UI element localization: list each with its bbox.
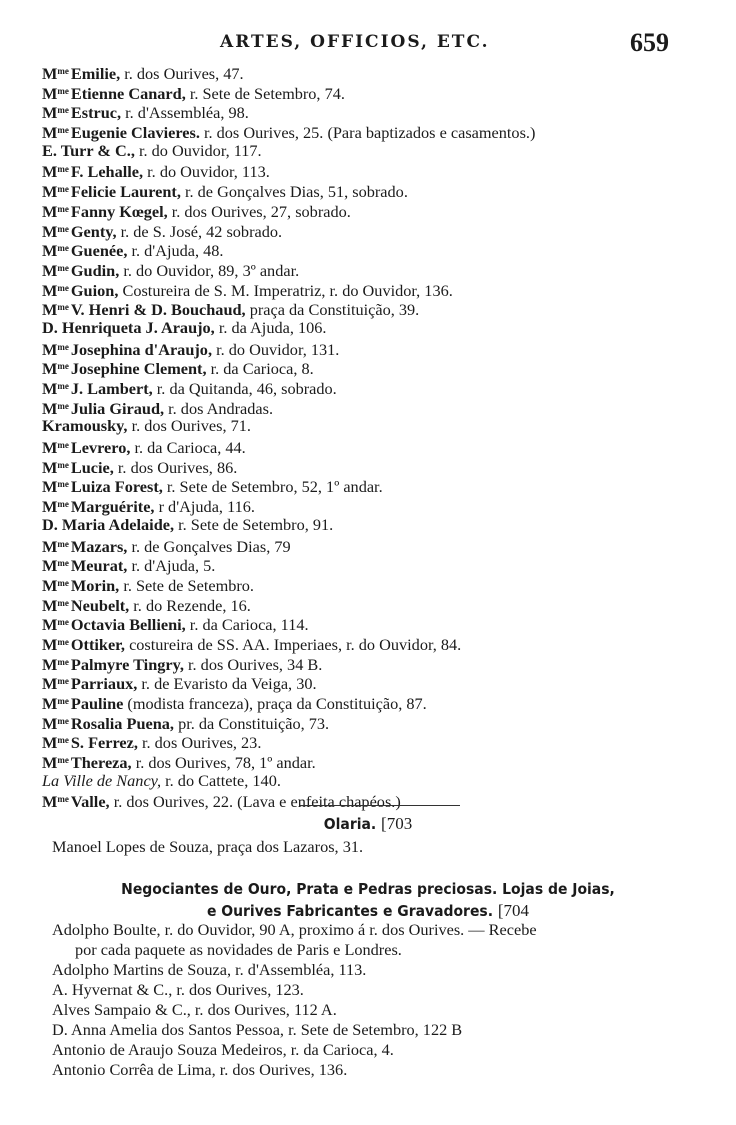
entry-name-text: Eugenie Clavieres. [70,123,200,143]
list-item [42,298,712,318]
entry-address: r. de Gonçalves Dias, 79 [127,536,291,556]
title-abbrev: M [42,713,58,733]
list-item [42,121,712,141]
title-abbrev: M [42,103,58,123]
entry-address: r. do Ouvidor, 89, 3º andar. [119,260,300,280]
title-superscript: me [57,676,69,687]
negociantes-title-line2: e Ourives Fabricantes e Gravadores. [206,902,493,920]
list-item [42,318,712,338]
title-superscript: me [57,203,69,214]
entry-name-text: Neubelt, [70,595,130,615]
title-abbrev: M [42,182,58,202]
section-title-negociantes-line1: Negociantes de Ouro, Prata e Pedras preciosas. Lojas de Joias, [121,880,615,898]
entry-name-text: Rosalia Puena, [70,713,175,733]
entry-address: r. da Carioca, 8. [206,359,314,379]
entry-name [42,596,129,615]
title-superscript: me [57,440,69,451]
list-item [42,633,712,653]
list-item [42,594,712,614]
entry-address: r. dos Andradas. [164,398,274,418]
title-abbrev: M [42,162,58,182]
entry-address: costureira de SS. AA. Imperiaes, r. do Ouvidor, 84. [125,634,462,654]
entry-name-text: Josephina d'Araujo, [70,339,213,359]
entry-address: (modista franceza), praça da Constituição, 87. [123,694,427,713]
title-superscript: me [57,499,69,510]
entry-name [42,497,155,516]
entry-name [42,162,143,181]
entry-address: r. d'Ajuda, 48. [127,241,224,261]
title-superscript: me [57,282,69,293]
title-abbrev: M [42,260,58,280]
list-item [42,101,712,121]
title-superscript: me [57,262,69,273]
title-superscript: me [57,696,69,706]
title-abbrev: M [42,634,58,654]
list-item [42,554,712,574]
entry-name-text: Valle, [70,792,110,812]
title-superscript: me [57,656,69,667]
title-superscript: me [57,755,69,766]
entry-name-text: V. Henri & D. Bouchaud, [70,300,246,320]
entry-name [42,84,186,103]
entry-name [42,733,138,752]
list-item [42,475,712,495]
title-superscript: me [57,85,69,96]
title-abbrev: M [42,556,58,576]
entry-address: r. Sete de Setembro. [119,575,255,595]
list-item [42,771,712,791]
negociantes-entry: Alves Sampaio & C., r. dos Ourives, 112 A. [52,1000,337,1019]
entry-name [42,635,125,654]
list-item [42,653,712,673]
title-superscript: me [57,715,69,726]
list-item [42,751,712,771]
entry-address: r. do Ouvidor, 113. [143,162,270,182]
list-item [42,397,712,417]
title-superscript: me [57,361,69,372]
entry-name [42,64,120,83]
entry-name-text: Fanny Kœgel, [70,201,168,221]
entry-name-text: Josephine Clement, [70,359,207,379]
title-abbrev: M [42,615,58,635]
entry-address: Costureira de S. M. Imperatriz, r. do Ouvidor, 136. [118,280,453,300]
negociantes-entry: Antonio Corrêa de Lima, r. dos Ourives, 136. [52,1060,348,1079]
title-abbrev: M [42,536,58,556]
entry-name-text: Mazars, [70,536,128,556]
title-superscript: me [57,794,69,805]
entry-name-text: Pauline [70,694,124,713]
list-item [42,259,712,279]
entry-address: r. do Cattete, 140. [161,770,281,790]
list-item [42,338,712,358]
title-abbrev: M [42,753,58,773]
entry-name [42,556,127,575]
entry-name [42,222,117,241]
entry-name [42,416,128,435]
entry-name [42,359,207,378]
entry-address: r. de Evaristo da Veiga, 30. [137,674,317,694]
entry-list [42,62,712,810]
entry-address: r d'Ajuda, 116. [154,497,255,517]
entry-address: r. dos Ourives, 78, 1º andar. [131,753,316,773]
entry-name [42,340,212,359]
list-item [42,436,712,456]
title-superscript: me [57,577,69,588]
entry-name [42,103,121,122]
entry-name-text: Levrero, [70,438,131,458]
title-abbrev: M [42,497,58,517]
title-abbrev: M [42,123,58,143]
entry-name [42,515,174,534]
list-item [42,672,712,692]
section-divider [300,805,460,806]
entry-name-text: D. Maria Adelaide, [42,514,175,534]
entry-name-text: Guenée, [70,241,128,261]
negociantes-entry: D. Anna Amelia dos Santos Pessoa, r. Sete de Setembro, 122 B [52,1020,463,1039]
list-item [42,535,712,555]
olaria-entry: Manoel Lopes de Souza, praça dos Lazaros, 31. [52,837,364,856]
entry-name-text: Kramousky, [42,416,128,436]
title-abbrev: M [42,457,58,477]
entry-address: r. dos Ourives, 47. [120,64,244,83]
list-item [42,82,712,102]
title-superscript: me [57,105,69,116]
title-superscript: me [57,479,69,490]
title-superscript: me [57,636,69,647]
list-item [42,220,712,240]
negociantes-entry: Adolpho Martins de Souza, r. d'Assembléa, 113. [52,960,367,979]
entry-name-text: Octavia Bellieni, [70,615,186,635]
list-item [42,239,712,259]
page-header [0,30,736,60]
section-title-olaria [0,814,736,834]
olaria-ref: [703 [381,814,413,833]
list-item [42,62,712,82]
title-superscript: me [57,597,69,608]
entry-address: r. da Ajuda, 106. [214,317,327,337]
entry-address: r. do Rezende, 16. [129,595,251,615]
title-superscript: me [57,617,69,628]
title-abbrev: M [42,674,58,694]
entry-name [42,771,161,790]
title-superscript: me [57,459,69,470]
list-item [42,515,712,535]
title-abbrev: M [42,280,58,300]
entry-name [42,241,127,260]
entry-address: r. d'Ajuda, 5. [127,556,216,576]
list-item [42,141,712,161]
list-item [42,495,712,515]
title-superscript: me [57,558,69,569]
title-superscript: me [57,164,69,175]
entry-name-text: Meurat, [70,556,128,576]
entry-name-text: Morin, [70,575,120,595]
negociantes-entry: Antonio de Araujo Souza Medeiros, r. da Carioca, 4. [52,1040,394,1059]
entry-address: r. Sete de Setembro, 52, 1º andar. [162,477,383,497]
entry-name-text: Lucie, [70,457,114,477]
title-superscript: me [57,243,69,254]
list-item [42,574,712,594]
running-head: ARTES, OFFICIOS, ETC. [220,32,490,52]
entry-name [42,123,200,142]
entry-name-text: Luiza Forest, [70,477,163,497]
entry-name-text: Parriaux, [70,674,138,694]
title-superscript: me [57,381,69,391]
entry-address: praça da Constituição, 39. [245,300,420,320]
entry-name-text: F. Lehalle, [70,162,144,182]
entry-address: r. dos Ourives, 71. [127,416,251,436]
entry-address: r. da Carioca, 114. [185,615,309,635]
entry-address: r. Sete de Setembro, 91. [174,514,334,534]
entry-name [42,615,186,634]
negociantes-ref: [704 [497,901,530,920]
entry-address: r. dos Ourives, 25. (Para baptizados e casamentos.) [199,123,536,143]
negociantes-entry: Adolpho Boulte, r. do Ouvidor, 90 A, proximo á r. dos Ourives. — Recebe [52,920,537,939]
title-abbrev: M [42,398,58,418]
page-number: 659 [630,28,669,57]
entry-name [42,182,181,201]
entry-name-text: Julia Giraud, [70,398,165,418]
entry-name [42,714,174,733]
entry-name [42,674,137,693]
entry-name [42,261,119,280]
title-abbrev: M [42,201,58,221]
entry-name-text: Etienne Canard, [70,83,186,103]
list-item [42,731,712,751]
entry-address: r. do Ouvidor, 131. [212,339,340,359]
title-superscript: me [57,735,69,746]
entry-name [42,753,132,772]
entry-address: r. da Quitanda, 46, sobrado. [152,379,337,398]
title-superscript: me [57,223,69,234]
entry-name [42,318,215,337]
list-item [42,456,712,476]
list-item [42,357,712,377]
entry-name [42,477,163,496]
entry-address: r. dos Ourives, 34 B. [183,654,323,674]
title-superscript: me [57,66,69,76]
title-superscript: me [57,538,69,549]
entry-name-text: Guion, [70,280,119,300]
entry-name [42,379,153,398]
entry-name-text: Marguérite, [70,497,155,517]
title-abbrev: M [42,379,58,398]
title-abbrev: M [42,83,58,103]
entry-name-text: Ottiker, [70,634,125,654]
negociantes-entry: A. Hyvernat & C., r. dos Ourives, 123. [52,980,304,999]
entry-name-text: Emilie, [70,64,121,83]
entry-name [42,655,184,674]
title-superscript: me [57,125,69,136]
entry-name-text: Palmyre Tingry, [70,654,184,674]
list-item [42,160,712,180]
title-abbrev: M [42,64,58,83]
entry-address: r. do Ouvidor, 117. [134,140,262,160]
entry-address: r. dos Ourives, 27, sobrado. [167,201,351,221]
negociantes-entry-continuation: por cada paquete as novidades de Paris e Londres. [75,940,402,959]
entry-name-text: Felicie Laurent, [70,182,181,202]
entry-name [42,792,110,811]
title-superscript: me [57,184,69,195]
entry-name [42,537,127,556]
title-superscript: me [57,302,69,313]
list-item [42,200,712,220]
entry-name [42,694,123,713]
entry-name [42,438,130,457]
entry-name-text: E. Turr & C., [42,140,135,160]
title-abbrev: M [42,477,58,497]
title-abbrev: M [42,595,58,615]
entry-name [42,281,118,300]
title-abbrev: M [42,359,58,379]
entry-address: pr. da Constituição, 73. [174,713,330,733]
title-abbrev: M [42,438,58,458]
title-abbrev: M [42,221,58,241]
list-item [42,790,712,810]
title-abbrev: M [42,241,58,261]
entry-name [42,300,246,319]
list-item [42,692,712,712]
title-abbrev: M [42,733,58,753]
list-item [42,613,712,633]
entry-address: r. dos Ourives, 86. [113,457,238,477]
entry-address: r. Sete de Setembro, 74. [185,83,345,103]
section-title-negociantes-line2 [0,901,736,921]
list-item [42,712,712,732]
title-abbrev: M [42,792,58,812]
title-abbrev: M [42,339,58,359]
title-abbrev: M [42,575,58,595]
entry-name [42,576,119,595]
entry-name-text: Gudin, [70,260,120,280]
list-item [42,377,712,397]
entry-address: r. d'Assembléa, 98. [121,103,249,123]
list-item [42,416,712,436]
list-item [42,180,712,200]
entry-address: r. dos Ourives, 22. (Lava e enfeita chapéos.) [109,792,401,812]
olaria-title: Olaria. [323,815,377,833]
title-abbrev: M [42,694,58,713]
entry-name [42,458,114,477]
entry-name [42,141,135,160]
entry-name-text: S. Ferrez, [70,733,138,753]
entry-name [42,399,164,418]
entry-address: r. da Carioca, 44. [130,438,246,458]
entry-name-text: D. Henriqueta J. Araujo, [42,317,215,337]
title-superscript: me [57,341,69,352]
entry-name-text: Thereza, [70,753,132,773]
entry-address: r. de Gonçalves Dias, 51, sobrado. [180,182,408,202]
entry-address: r. dos Ourives, 23. [137,733,262,753]
entry-address: r. de S. José, 42 sobrado. [116,221,283,241]
title-abbrev: M [42,300,58,320]
entry-name-text: La Ville de Nancy, [42,770,162,790]
title-superscript: me [57,400,69,411]
entry-name-text: Genty, [70,221,117,241]
title-abbrev: M [42,654,58,674]
entry-name-text: Estruc, [70,103,122,123]
entry-name [42,202,168,221]
list-item [42,279,712,299]
entry-name-text: J. Lambert, [70,379,153,398]
